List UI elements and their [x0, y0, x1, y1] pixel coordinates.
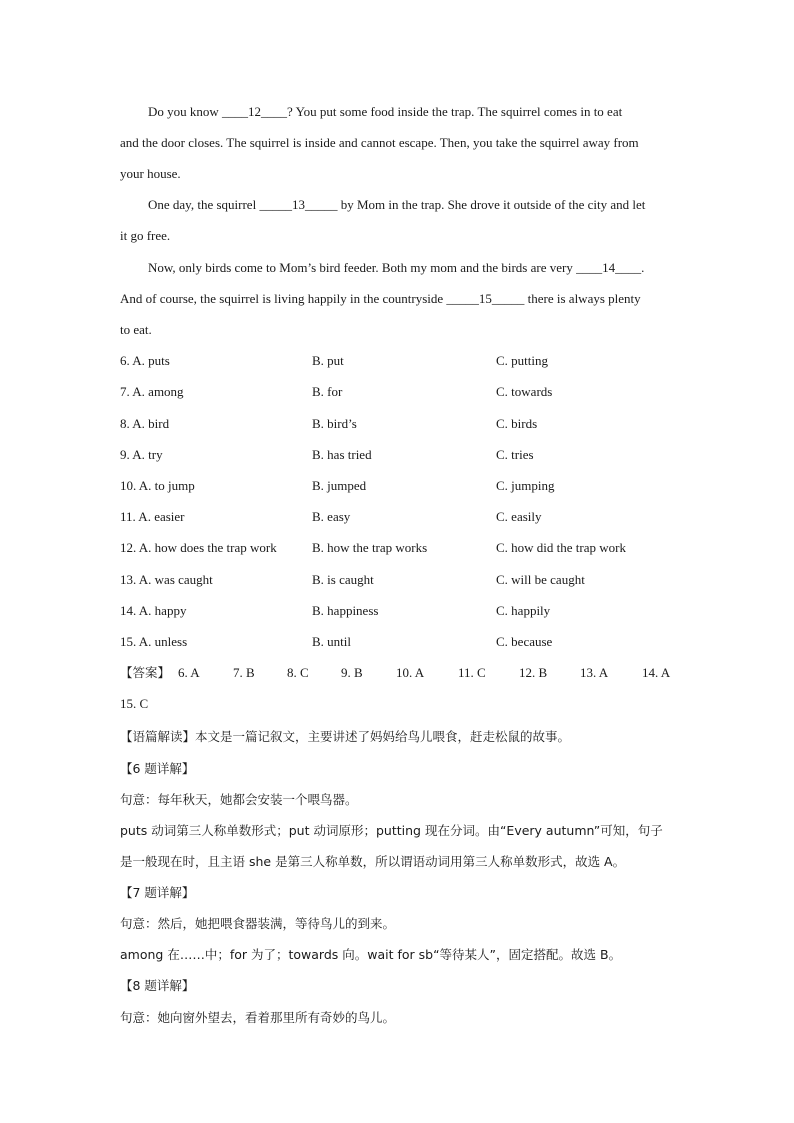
- passage-text: ? You put some food inside the trap. The squirrel comes in to eat: [287, 104, 623, 119]
- passage-text: there is always plenty: [524, 291, 641, 306]
- option-b: B. put: [312, 353, 344, 368]
- option-a: 10. A. to jump: [120, 478, 195, 493]
- passage-line: [148, 195, 645, 215]
- option-c: C. birds: [496, 416, 538, 431]
- answer-item: 9. B: [341, 665, 363, 680]
- option-c: C. jumping: [496, 478, 555, 493]
- explanation-text: among 在……中；for 为了；towards 向。wait for sb“等待某人”，固定搭配。故选 B。: [120, 947, 622, 962]
- passage-text: by Mom in the trap. She drove it outside of the city and let: [337, 197, 646, 212]
- option-b: B. for: [312, 384, 343, 399]
- option-c: C. how did the trap work: [496, 540, 626, 555]
- passage-line: [120, 289, 641, 309]
- option-a: 13. A. was caught: [120, 572, 213, 587]
- option-c: C. easily: [496, 509, 542, 524]
- option-b: B. is caught: [312, 572, 374, 587]
- passage-line: it go free.: [120, 228, 171, 243]
- option-b: B. happiness: [312, 603, 379, 618]
- option-b: B. has tried: [312, 447, 372, 462]
- passage-line: your house.: [120, 166, 181, 181]
- passage-text: Do you know: [148, 104, 223, 119]
- option-b: B. easy: [312, 509, 351, 524]
- option-a: 14. A. happy: [120, 603, 187, 618]
- option-c: C. tries: [496, 447, 534, 462]
- sentence-meaning: 句意：她向窗外望去，看着那里所有奇妙的鸟儿。: [120, 1010, 396, 1025]
- option-a: 7. A. among: [120, 384, 184, 399]
- explanation-text: 是一般现在时，且主语 she 是第三人称单数，所以谓语动词用第三人称单数形式，故选 A。: [120, 854, 626, 869]
- passage-text: One day, the squirrel: [148, 197, 260, 212]
- blank-14: ____14____: [576, 260, 642, 275]
- sentence-meaning: 句意：每年秋天，她都会安装一个喂鸟器。: [120, 792, 358, 807]
- summary-text: 【语篇解读】本文是一篇记叙文，主要讲述了妈妈给鸟儿喂食，赶走松鼠的故事。: [120, 729, 571, 744]
- option-a: 6. A. puts: [120, 353, 170, 368]
- answer-item: 8. C: [287, 665, 309, 680]
- option-b: B. jumped: [312, 478, 367, 493]
- option-b: B. bird’s: [312, 416, 357, 431]
- blank-12: ____12____: [222, 104, 288, 119]
- answer-item: 12. B: [519, 665, 548, 680]
- blank-15: _____15_____: [446, 291, 525, 306]
- passage-text: And of course, the squirrel is living happily in the countryside: [120, 291, 447, 306]
- answer-item: 10. A: [396, 665, 425, 680]
- section-heading: 【7 题详解】: [120, 885, 195, 900]
- passage-line: [148, 102, 622, 122]
- passage-line: and the door closes. The squirrel is inside and cannot escape. Then, you take the squirrel away from: [120, 135, 639, 150]
- passage-text: Now, only birds come to Mom’s bird feeder. Both my mom and the birds are very: [148, 260, 577, 275]
- option-a: 15. A. unless: [120, 634, 188, 649]
- section-heading: 【6 题详解】: [120, 761, 195, 776]
- answer-item: 11. C: [458, 665, 486, 680]
- option-a: 11. A. easier: [120, 509, 185, 524]
- option-c: C. happily: [496, 603, 551, 618]
- option-a: 8. A. bird: [120, 416, 170, 431]
- option-c: C. towards: [496, 384, 553, 399]
- option-b: B. how the trap works: [312, 540, 428, 555]
- answer-item: 13. A: [580, 665, 609, 680]
- option-c: C. putting: [496, 353, 549, 368]
- answer-item: 14. A: [642, 665, 671, 680]
- option-c: C. will be caught: [496, 572, 585, 587]
- option-c: C. because: [496, 634, 553, 649]
- option-a: 12. A. how does the trap work: [120, 540, 277, 555]
- passage-line: [148, 258, 644, 278]
- blank-13: _____13_____: [259, 197, 338, 212]
- answer-item: 15. C: [120, 696, 149, 711]
- option-b: B. until: [312, 634, 352, 649]
- section-heading: 【8 题详解】: [120, 978, 195, 993]
- option-a: 9. A. try: [120, 447, 163, 462]
- explanation-text: puts 动词第三人称单数形式；put 动词原形；putting 现在分词。由“Every autumn”可知，句子: [120, 823, 663, 838]
- answer-label: 【答案】: [120, 665, 171, 680]
- answer-item: 7. B: [233, 665, 255, 680]
- passage-line: to eat.: [120, 322, 152, 337]
- sentence-meaning: 句意：然后，她把喂食器装满，等待鸟儿的到来。: [120, 916, 396, 931]
- answer-item: 6. A: [178, 665, 200, 680]
- passage-text: .: [641, 260, 645, 275]
